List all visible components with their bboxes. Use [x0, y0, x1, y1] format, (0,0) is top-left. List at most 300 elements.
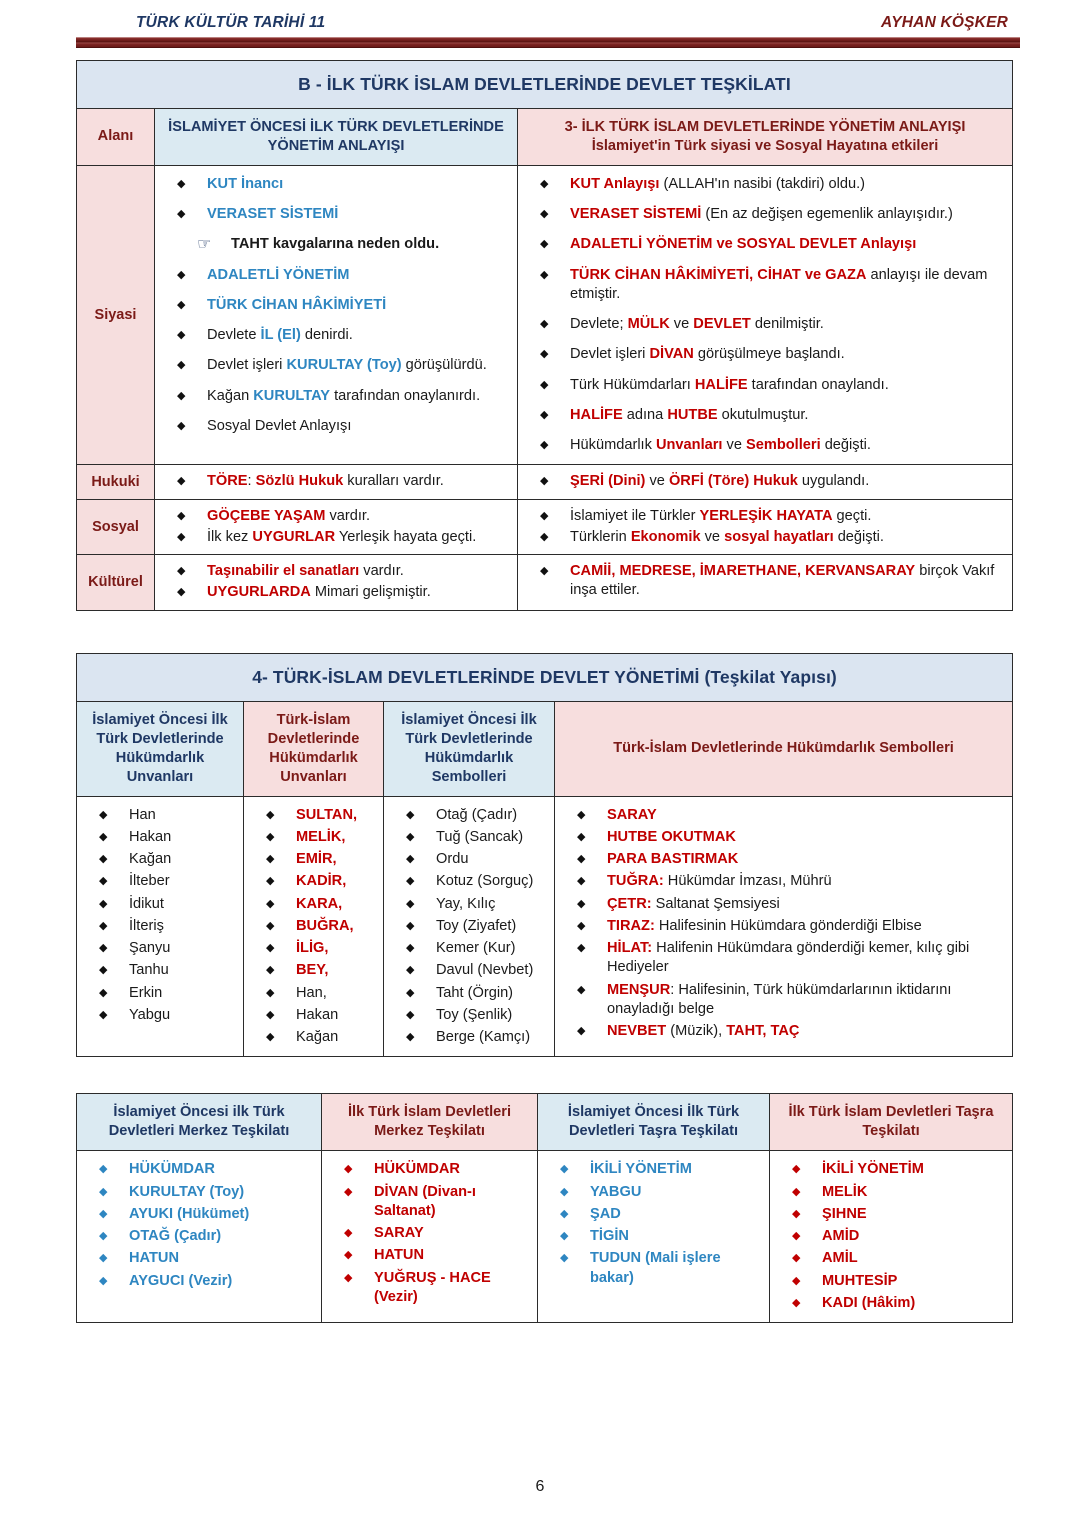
table-row	[77, 701, 1013, 796]
text-run: HİLAT:	[607, 940, 653, 957]
table1-header-col2	[518, 109, 1013, 166]
list-item	[262, 1006, 373, 1025]
list-item	[788, 1227, 1002, 1246]
bullet-list	[518, 500, 1012, 555]
text-run: İKİLİ YÖNETİM	[822, 1161, 924, 1178]
text-run: ve	[669, 316, 694, 333]
running-head-right: AYHAN KÖŞKER	[881, 14, 1008, 31]
list-item	[402, 872, 544, 891]
list-item	[788, 1183, 1002, 1202]
text-run: Berge (Kamçı)	[436, 1029, 531, 1046]
text-run: Yerleşik hayata geçti.	[335, 528, 477, 545]
bullet-list	[555, 797, 1012, 1051]
list-item	[262, 828, 373, 847]
list-item	[556, 1183, 759, 1202]
table-row	[77, 165, 1013, 465]
table1-row-label-sosyal: Sosyal	[77, 499, 155, 555]
list-item	[340, 1224, 527, 1243]
bullet-list	[77, 1151, 321, 1300]
table1-header-col1: İSLAMİYET ÖNCESİ İLK TÜRK DEVLETLERİNDE YÖNETİM ANLAYIŞI	[155, 109, 518, 166]
text-run: YABGU	[590, 1183, 642, 1200]
table1-cell-left	[155, 555, 518, 611]
text-run: Ekonomik	[630, 528, 701, 545]
text-run: Erkin	[129, 984, 163, 1001]
bullet-list	[384, 797, 554, 1057]
table-row	[77, 465, 1013, 499]
list-item	[340, 1246, 527, 1265]
list-item	[95, 1205, 311, 1224]
list-item	[95, 828, 233, 847]
text-run: KUT	[207, 175, 237, 192]
spacer	[76, 611, 1020, 653]
table-row	[77, 109, 1013, 166]
table1-cell-left	[155, 465, 518, 499]
text-run: TIRAZ:	[607, 917, 655, 934]
text-run: adına	[622, 406, 668, 423]
text-run: TÜRK CİHAN HÂKİMİYETİ, CİHAT ve GAZA	[570, 266, 867, 283]
text-run: Kotuz (Sorguç)	[436, 873, 534, 890]
list-item	[173, 507, 507, 526]
table2-cell-0	[77, 796, 244, 1057]
text-run: anlayışı ile devam etmiştir.	[570, 266, 988, 302]
table-row	[77, 796, 1013, 1057]
text-run: Tuğ (Sancak)	[436, 828, 524, 845]
list-item	[173, 326, 507, 345]
table1-cell-right	[518, 465, 1013, 499]
table3-cell-0	[77, 1151, 322, 1323]
bullet-list	[155, 555, 517, 610]
text-run: ŞERİ (Dini)	[570, 473, 646, 490]
text-run: Tanhu	[129, 962, 169, 979]
text-run: İlk kez	[207, 528, 253, 545]
text-run: MELİK,	[296, 828, 346, 845]
list-item	[573, 1022, 1002, 1041]
text-run: OTAĞ (Çadır)	[129, 1228, 222, 1244]
list-item	[788, 1205, 1002, 1224]
list-item	[573, 828, 1002, 847]
spacer	[76, 1057, 1020, 1093]
list-item	[536, 175, 1002, 194]
text-run: İdikut	[129, 895, 164, 912]
list-item	[573, 939, 1002, 978]
list-item	[173, 528, 507, 547]
text-run: CAMİİ, MEDRESE, İMARETHANE, KERVANSARAY	[570, 563, 916, 580]
list-item	[536, 562, 1002, 601]
table-row	[77, 555, 1013, 611]
table2-banner: 4- TÜRK-İSLAM DEVLETLERİNDE DEVLET YÖNETİMİ (Teşkilat Yapısı)	[77, 653, 1013, 701]
list-item	[573, 981, 1002, 1020]
list-item	[173, 175, 507, 194]
text-run: HUTBE	[667, 406, 718, 423]
list-item	[536, 376, 1002, 395]
text-run: İlteriş	[129, 917, 164, 934]
text-run: Kağan	[129, 851, 172, 868]
text-run: DİVAN	[649, 346, 694, 363]
text-run: YUĞRUŞ - HACE (Vezir)	[374, 1269, 491, 1305]
table-row	[77, 653, 1013, 701]
text-run: NEVBET	[607, 1023, 667, 1040]
table2-cell-1	[244, 796, 384, 1057]
text-run: Hakan	[129, 828, 172, 845]
table1-banner: B - İLK TÜRK İSLAM DEVLETLERİNDE DEVLET TEŞKİLATI	[77, 61, 1013, 109]
list-item	[262, 806, 373, 825]
text-run: Kemer (Kur)	[436, 940, 516, 957]
list-item	[536, 436, 1002, 455]
bullet-list	[244, 797, 383, 1057]
text-run: HÜKÜMDAR	[374, 1161, 460, 1178]
list-item	[95, 1183, 311, 1202]
text-run: Devlete;	[570, 316, 628, 333]
text-run: Kağan	[296, 1029, 339, 1046]
text-run: KURULTAY (Toy)	[129, 1183, 245, 1200]
text-run: TAHT kavgalarına neden oldu.	[231, 236, 440, 253]
text-run: :	[247, 473, 256, 490]
text-run: VERASET SİSTEMİ	[207, 206, 339, 223]
text-run: Türk Hükümdarları	[570, 376, 695, 393]
text-run: Hükümdar İmzası, Mührü	[663, 873, 832, 890]
list-item	[402, 1006, 544, 1025]
text-run: İL (El)	[260, 327, 301, 344]
list-item	[340, 1160, 527, 1179]
table1-header-col2-line2: İslamiyet'in Türk siyasi ve Sosyal Hayatına etkileri	[591, 137, 939, 154]
text-run: denirdi.	[300, 327, 353, 344]
text-run: İKİLİ YÖNETİM	[590, 1161, 692, 1178]
text-run: Kağan	[207, 387, 254, 404]
list-item	[173, 562, 507, 581]
list-item	[536, 528, 1002, 547]
text-run: BEY,	[296, 962, 329, 979]
list-item	[95, 984, 233, 1003]
text-run: tarafından onaylandı.	[747, 376, 889, 393]
table1-row-label-kültürel: Kültürel	[77, 555, 155, 611]
list-item	[262, 1028, 373, 1047]
list-item	[340, 1269, 527, 1308]
text-run: İslamiyet ile Türkler	[570, 507, 700, 524]
text-run: uygulandı.	[797, 473, 870, 490]
list-item	[536, 235, 1002, 254]
text-run: vardır.	[325, 507, 371, 524]
running-head-left: TÜRK KÜLTÜR TARİHİ 11	[136, 14, 326, 31]
bullet-list	[77, 797, 243, 1035]
bullet-list	[770, 1151, 1012, 1322]
text-run: VERASET SİSTEMİ	[570, 206, 702, 223]
text-run: Otağ (Çadır)	[436, 806, 518, 823]
list-item	[536, 472, 1002, 491]
list-item	[95, 872, 233, 891]
text-run: Halifenin Hükümdara gönderdiği kemer, kılıç gibi Hediyeler	[607, 940, 970, 976]
text-run: Ordu	[436, 851, 469, 868]
list-item	[173, 417, 507, 436]
list-item	[262, 961, 373, 980]
text-run: HALİFE	[694, 376, 748, 393]
text-run: okutulmuştur.	[717, 406, 809, 423]
bullet-list	[518, 465, 1012, 498]
text-run: MELİK	[822, 1183, 868, 1200]
text-run: Halifesinin Hükümdara gönderdiği Elbise	[654, 917, 922, 934]
text-run: değişti.	[820, 437, 871, 454]
table1-cell-left	[155, 165, 518, 465]
text-run: HATUN	[374, 1247, 424, 1264]
text-run: UYGURLARDA	[207, 584, 311, 601]
list-item	[556, 1249, 759, 1288]
list-item	[340, 1183, 527, 1222]
list-item	[95, 1249, 311, 1268]
header-rule	[76, 37, 1020, 48]
text-run: Hükümdarlık	[570, 437, 656, 454]
text-run: AYUKI (Hükümet)	[129, 1205, 250, 1222]
list-item	[173, 583, 507, 602]
list-item	[262, 984, 373, 1003]
table-row	[77, 1094, 1013, 1151]
text-run: birçok Vakıf inşa ettiler.	[570, 563, 995, 599]
text-run: ŞIHNE	[822, 1205, 867, 1222]
text-run: Devlet işleri	[570, 346, 650, 363]
text-run: görüşülmeye başlandı.	[693, 346, 845, 363]
hand-pointer-icon: ☞	[197, 236, 212, 254]
list-item	[556, 1205, 759, 1224]
text-run: Unvanları	[655, 437, 723, 454]
list-item	[262, 895, 373, 914]
bullet-list	[518, 166, 1012, 465]
text-run: GÖÇEBE YAŞAM	[207, 507, 326, 524]
text-run: KURULTAY	[253, 387, 331, 404]
table1-cell-right	[518, 165, 1013, 465]
list-item	[95, 1272, 311, 1291]
text-run: TAHT, TAÇ	[726, 1023, 800, 1040]
list-item	[573, 806, 1002, 825]
table2-cell-3	[555, 796, 1013, 1057]
text-run: Taşınabilir el sanatları	[207, 563, 360, 580]
table3-header-0: İslamiyet Öncesi ilk Türk Devletleri Merkez Teşkilatı	[77, 1094, 322, 1151]
list-item	[173, 266, 507, 285]
list-item	[262, 850, 373, 869]
table2-header-1: Türk-İslam Devletlerinde Hükümdarlık Unvanları	[244, 701, 384, 796]
list-item	[788, 1294, 1002, 1313]
list-item	[173, 296, 507, 315]
table-devlet-teskilati	[76, 60, 1013, 611]
text-run: vardır.	[359, 563, 404, 580]
list-item	[173, 205, 507, 224]
text-run: HÜKÜMDAR	[129, 1161, 215, 1178]
list-item	[402, 984, 544, 1003]
text-run: BUĞRA,	[296, 917, 354, 934]
text-run: denilmiştir.	[750, 316, 824, 333]
list-item	[402, 939, 544, 958]
text-run: YERLEŞİK HAYATA	[699, 507, 833, 524]
list-item	[402, 806, 544, 825]
list-item	[262, 872, 373, 891]
text-run: TİGİN	[590, 1228, 629, 1244]
text-run: Saltanat Şemsiyesi	[651, 895, 780, 912]
text-run: MUHTESİP	[822, 1272, 898, 1289]
table1-row-label-siyasi: Siyasi	[77, 165, 155, 465]
text-run: Yay, Kılıç	[436, 895, 496, 912]
table1-row-label-hukuki: Hukuki	[77, 465, 155, 499]
text-run: ŞAD	[590, 1205, 621, 1222]
text-run: İnancı	[237, 175, 284, 192]
text-run: Hakan	[296, 1006, 339, 1023]
list-item	[536, 315, 1002, 334]
text-run: geçti.	[832, 507, 872, 524]
table3-cell-2	[538, 1151, 770, 1323]
page-number: 6	[535, 1478, 545, 1495]
text-run: (Müzik),	[666, 1023, 727, 1040]
text-run: TÜRK CİHAN HÂKİMİYETİ	[207, 296, 387, 313]
text-run: sosyal hayatları	[724, 528, 834, 545]
table-row	[77, 1151, 1013, 1323]
table2-header-0: İslamiyet Öncesi İlk Türk Devletlerinde Hükümdarlık Unvanları	[77, 701, 244, 796]
list-item	[95, 850, 233, 869]
text-run: Toy (Şenlik)	[436, 1006, 513, 1023]
table-row	[77, 499, 1013, 555]
list-item	[95, 939, 233, 958]
list-item	[536, 266, 1002, 305]
text-run: Davul (Nevbet)	[436, 962, 534, 979]
list-item	[536, 406, 1002, 425]
list-item	[536, 205, 1002, 224]
text-run: İlteber	[129, 873, 170, 890]
list-item	[95, 961, 233, 980]
list-item	[788, 1160, 1002, 1179]
text-run: Sembolleri	[746, 437, 821, 454]
list-item	[402, 961, 544, 980]
table3-header-1: İlk Türk İslam Devletleri Merkez Teşkilatı	[322, 1094, 538, 1151]
table3-header-2: İslamiyet Öncesi İlk Türk Devletleri Taşra Teşkilatı	[538, 1094, 770, 1151]
list-item	[402, 895, 544, 914]
table1-cell-left	[155, 499, 518, 555]
text-run: SULTAN,	[296, 806, 358, 823]
list-item	[262, 917, 373, 936]
text-run: AMİD	[822, 1228, 860, 1244]
list-item	[95, 895, 233, 914]
text-run: kuralları vardır.	[343, 473, 444, 490]
text-run: ÖRFİ (Töre) Hukuk	[668, 473, 798, 490]
text-run: Sosyal Devlet Anlayışı	[207, 417, 352, 434]
text-run: MÜLK	[627, 316, 670, 333]
list-item	[556, 1160, 759, 1179]
text-run: ve	[722, 437, 747, 454]
table3-cell-3	[770, 1151, 1013, 1323]
text-run: AMİL	[822, 1250, 858, 1267]
list-item	[173, 356, 507, 375]
text-run: UYGURLAR	[252, 528, 336, 545]
text-run: Devlete	[207, 327, 261, 344]
text-run: SARAY	[374, 1225, 424, 1241]
text-run: ADALETLİ YÖNETİM	[207, 266, 350, 283]
text-run: AYGUCI (Vezir)	[129, 1272, 233, 1289]
list-item	[536, 507, 1002, 526]
text-run: Han	[129, 806, 156, 823]
list-item	[536, 345, 1002, 364]
bullet-list	[518, 555, 1012, 608]
list-item	[402, 828, 544, 847]
text-run: ÇETR:	[607, 895, 652, 912]
list-item	[573, 895, 1002, 914]
list-item	[173, 472, 507, 491]
list-item	[95, 917, 233, 936]
text-run: Devlet işleri	[207, 357, 287, 374]
table1-header-col2-line1: 3- İLK TÜRK İSLAM DEVLETLERİNDE YÖNETİM ANLAYIŞI	[564, 119, 966, 135]
text-run: ve	[645, 473, 669, 490]
text-run: Şanyu	[129, 940, 171, 957]
list-item	[95, 1227, 311, 1246]
text-run: HUTBE OKUTMAK	[607, 828, 736, 845]
table-row	[77, 61, 1013, 109]
text-run: Mimari gelişmiştir.	[310, 584, 431, 601]
text-run: Han,	[296, 984, 327, 1001]
list-item	[788, 1272, 1002, 1291]
bullet-list	[538, 1151, 769, 1297]
text-run: KUT Anlayışı	[570, 175, 660, 192]
running-head	[76, 14, 1020, 34]
bullet-list	[155, 465, 517, 498]
text-run: tarafından onaylanırdı.	[330, 387, 481, 404]
text-run: görüşülürdü.	[401, 357, 487, 374]
list-item	[556, 1227, 759, 1246]
text-run: Sözlü Hukuk	[255, 473, 344, 490]
text-run: Taht (Örgin)	[436, 984, 514, 1001]
table2-header-2: İslamiyet Öncesi İlk Türk Devletlerinde Hükümdarlık Sembolleri	[384, 701, 555, 796]
list-item	[402, 1028, 544, 1047]
text-run: TÖRE	[207, 473, 248, 490]
list-item	[262, 939, 373, 958]
text-run: HATUN	[129, 1250, 179, 1267]
bullet-list	[322, 1151, 537, 1316]
list-item	[402, 850, 544, 869]
text-run: TUĞRA:	[607, 873, 664, 890]
text-run: KADİR,	[296, 873, 347, 890]
list-item	[173, 235, 507, 254]
text-run: Türklerin	[570, 528, 631, 545]
table1-cell-right	[518, 555, 1013, 611]
text-run: HALİFE	[570, 406, 623, 423]
list-item	[95, 1006, 233, 1025]
text-run: Toy (Ziyafet)	[436, 917, 517, 934]
text-run: İLİG,	[296, 940, 329, 957]
text-run: KURULTAY (Toy)	[286, 357, 402, 374]
text-run: MENŞUR	[607, 981, 671, 998]
bullet-list	[155, 500, 517, 555]
table-devlet-yonetimi	[76, 653, 1013, 1058]
text-run: DİVAN (Divan-ı Saltanat)	[374, 1183, 476, 1219]
list-item	[573, 850, 1002, 869]
text-run: PARA BASTIRMAK	[607, 851, 739, 868]
text-run: değişti.	[833, 528, 884, 545]
text-run: TUDUN (Mali işlere bakar)	[590, 1250, 721, 1286]
table3-cell-1	[322, 1151, 538, 1323]
text-run: EMİR,	[296, 851, 337, 868]
table3-header-3: İlk Türk İslam Devletleri Taşra Teşkilatı	[770, 1094, 1013, 1151]
table2-header-3: Türk-İslam Devletlerinde Hükümdarlık Sembolleri	[555, 701, 1013, 796]
list-item	[573, 872, 1002, 891]
table1-cell-right	[518, 499, 1013, 555]
list-item	[95, 806, 233, 825]
text-run: ve	[700, 528, 725, 545]
text-run: : Halifesinin, Türk hükümdarlarının iktidarını onayladığı belge	[607, 981, 952, 1017]
text-run: KARA,	[296, 895, 343, 912]
text-run: ADALETLİ YÖNETİM ve SOSYAL DEVLET Anlayışı	[570, 236, 917, 253]
list-item	[573, 917, 1002, 936]
text-run: DEVLET	[693, 316, 751, 333]
text-run: (ALLAH'ın nasibi (takdiri) oldu.)	[659, 175, 866, 192]
text-run: Yabgu	[129, 1006, 171, 1023]
table1-header-alani: Alanı	[77, 109, 155, 166]
text-run: KADI (Hâkim)	[822, 1294, 916, 1311]
list-item	[173, 387, 507, 406]
bullet-list	[155, 166, 517, 445]
list-item	[402, 917, 544, 936]
list-item	[95, 1160, 311, 1179]
